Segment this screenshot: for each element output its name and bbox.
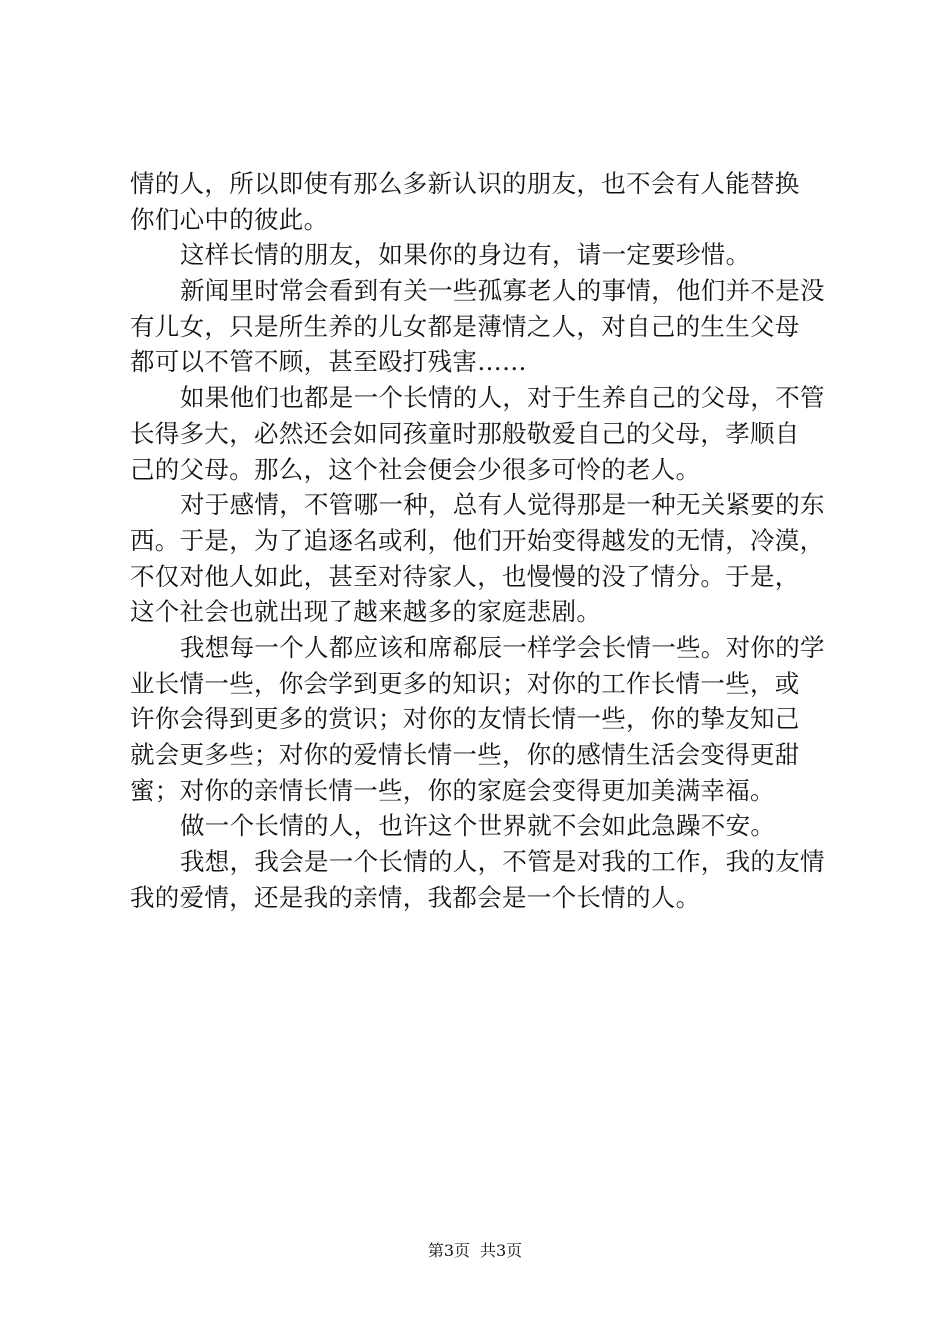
text-line: 这个社会也就出现了越来越多的家庭悲剧。 bbox=[130, 597, 602, 627]
text-line: 都可以不管不顾，甚至殴打残害…… bbox=[130, 347, 527, 377]
text-line: 不仅对他人如此，甚至对待家人，也慢慢的没了情分。于是， bbox=[130, 561, 800, 591]
text-line: 情的人，所以即使有那么多新认识的朋友，也不会有人能替换 bbox=[130, 169, 800, 198]
text-line: 我想每一个人都应该和席郗辰一样学会长情一些。对你的学 bbox=[180, 632, 825, 662]
text-line: 我想，我会是一个长情的人，不管是对我的工作，我的友情 bbox=[180, 847, 825, 877]
text-line: 做一个长情的人，也许这个世界就不会如此急躁不安。 bbox=[180, 811, 776, 841]
page-number-current: 第3页 bbox=[427, 1241, 470, 1260]
text-line: 对于感情，不管哪一种，总有人觉得那是一种无关紧要的东 bbox=[180, 490, 825, 520]
body-text bbox=[130, 166, 836, 915]
text-line: 就会更多些；对你的爱情长情一些，你的感情生活会变得更甜 bbox=[130, 740, 800, 769]
text-line: 业长情一些，你会学到更多的知识；对你的工作长情一些，或 bbox=[130, 668, 800, 698]
text-line: 长得多大，必然还会如同孩童时那般敬爱自己的父母，孝顺自 bbox=[130, 418, 800, 448]
text-line: 如果他们也都是一个长情的人，对于生养自己的父母，不管 bbox=[180, 383, 825, 413]
text-line: 你们心中的彼此。 bbox=[130, 204, 329, 234]
text-line: 有儿女，只是所生养的儿女都是薄情之人，对自己的生生父母 bbox=[130, 311, 800, 341]
text-line: 己的父母。那么，这个社会便会少很多可怜的老人。 bbox=[130, 454, 701, 484]
page-number-total: 共3页 bbox=[480, 1241, 523, 1260]
text-line: 我的爱情，还是我的亲情，我都会是一个长情的人。 bbox=[130, 882, 701, 912]
text-line: 新闻里时常会看到有关一些孤寡老人的事情，他们并不是没 bbox=[180, 276, 825, 306]
text-line: 这样长情的朋友，如果你的身边有，请一定要珍惜。 bbox=[180, 240, 751, 270]
text-line: 蜜；对你的亲情长情一些，你的家庭会变得更加美满幸福。 bbox=[130, 775, 775, 805]
text-line: 西。于是，为了追逐名或利，他们开始变得越发的无情，冷漠， bbox=[130, 525, 825, 555]
text-line: 许你会得到更多的赏识；对你的友情长情一些，你的挚友知己 bbox=[130, 704, 800, 734]
page-footer bbox=[0, 1241, 950, 1261]
